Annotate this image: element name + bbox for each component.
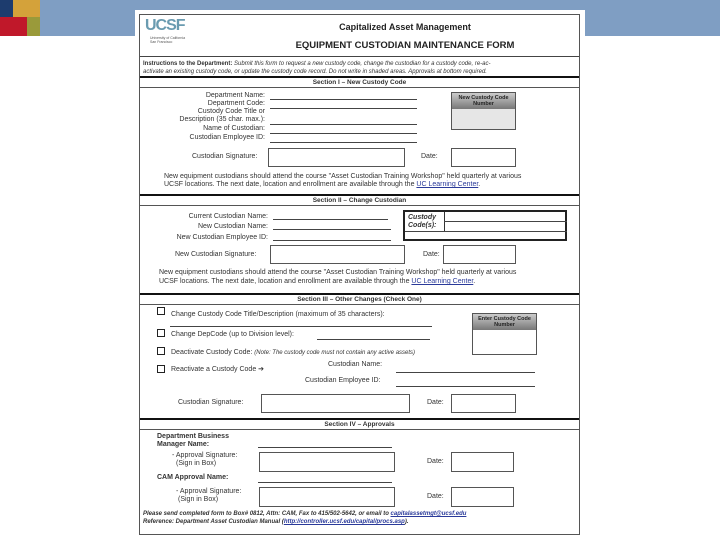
field-label: (Sign in Box): [176, 460, 217, 467]
date-box[interactable]: [451, 452, 514, 472]
footer-text: Reference: Department Asset Custodian Manual (: [143, 519, 284, 525]
training-note: New equipment custodians should attend the course "Asset Custodian Training Workshop" held quarterly at various: [159, 269, 517, 276]
uc-learning-center-link[interactable]: UC Learning Center: [416, 181, 479, 188]
deactivate-note: (Note: The custody code must not contain any active assets): [254, 350, 416, 356]
signature-label: New Custodian Signature:: [175, 251, 257, 258]
signature-label: Custodian Signature:: [178, 399, 244, 406]
logo-square-olive: [27, 17, 40, 36]
field-label: (Sign in Box): [178, 496, 219, 503]
box-header: New Custody Code Number: [452, 93, 515, 109]
form-title: Capitalized Asset Management: [339, 22, 471, 32]
footer-line: [143, 510, 466, 518]
footer-text: ).: [404, 519, 409, 525]
employee-id-field[interactable]: [396, 386, 535, 387]
date-box[interactable]: [443, 245, 516, 264]
option-label: Change Custody Code Title/Description (maximum of 35 characters):: [171, 311, 385, 318]
training-note: New equipment custodians should attend the course "Asset Custodian Training Workshop" held quarterly at various: [164, 173, 522, 180]
field-label: - Approval Signature:: [176, 488, 242, 495]
department-name-field[interactable]: [270, 99, 417, 100]
codes-label: Code(s):: [408, 222, 437, 229]
instructions: [143, 60, 491, 68]
codes-label: Custody: [408, 214, 436, 221]
enter-custody-code-box[interactable]: [472, 313, 537, 355]
field-label: Custodian Employee ID:: [189, 134, 265, 141]
field-label: CAM Approval Name:: [157, 474, 229, 481]
ucsf-logo: UCSF: [145, 17, 185, 34]
logo-square-red: [0, 17, 27, 36]
note-text: .: [473, 278, 476, 285]
footer-text: Please send completed form to Box# 0812, Attn: CAM, Fax to 415/502-5642, or email to: [143, 511, 391, 517]
signature-label: Custodian Signature:: [192, 153, 258, 160]
box-header: Enter Custody Code Number: [473, 314, 536, 330]
logo-subtitle: University of California: [150, 36, 186, 40]
field-label: Manager Name:: [157, 441, 210, 448]
date-label: Date:: [421, 153, 438, 160]
custodian-name-field[interactable]: [396, 372, 535, 373]
checkbox-deactivate[interactable]: [157, 347, 165, 355]
section-4-header: Section IV – Approvals: [140, 418, 579, 430]
logo-subtitle: San Francisco: [150, 40, 173, 44]
option-label: Change DepCode (up to Division level):: [171, 331, 294, 338]
date-box[interactable]: [451, 487, 514, 507]
logo-square-gold: [13, 0, 40, 17]
instructions-text: Submit this form to request a new custody code, change the custodian for a custody code, re-ac-: [234, 61, 491, 67]
field-label: Department Business: [157, 433, 229, 440]
option-text: Deactivate Custody Code:: [171, 349, 253, 356]
date-label: Date:: [427, 458, 444, 465]
new-custody-code-box: [451, 92, 516, 130]
new-custodian-signature-box[interactable]: [270, 245, 405, 264]
date-label: Date:: [423, 251, 440, 258]
field-label: Department Code:: [207, 100, 265, 107]
field-label: Department Name:: [205, 92, 265, 99]
date-box[interactable]: [451, 148, 516, 167]
new-custodian-field[interactable]: [273, 229, 391, 230]
custodian-name-field[interactable]: [270, 133, 417, 134]
field-label: Custodian Employee ID:: [305, 377, 381, 384]
field-label: Name of Custodian:: [203, 125, 265, 132]
field-label: - Approval Signature:: [172, 452, 238, 459]
instructions-text: activate an existing custody code, or update the custody code record. Do not write in shaded areas. Approvals at bottom required.: [143, 69, 487, 75]
note-text: UCSF locations. The next date, location and enrollment are available through the: [164, 181, 417, 188]
custodian-signature-box[interactable]: [261, 394, 410, 413]
manual-link[interactable]: http://controller.ucsf.edu/capital/procs.asp: [283, 519, 405, 525]
logo-square-navy: [0, 0, 13, 17]
note-text: UCSF locations. The next date, location and enrollment are available through the: [159, 278, 412, 285]
training-note: [164, 181, 480, 189]
description-field[interactable]: [270, 124, 417, 125]
field-label: New Custodian Employee ID:: [176, 234, 268, 241]
manager-signature-box[interactable]: [259, 452, 395, 472]
date-label: Date:: [427, 399, 444, 406]
uc-learning-center-link[interactable]: UC Learning Center: [411, 278, 474, 285]
date-box[interactable]: [451, 394, 516, 413]
cam-name-field[interactable]: [258, 482, 392, 483]
footer-line: [143, 518, 409, 526]
option-label: Reactivate a Custody Code ➔: [171, 366, 265, 373]
section-3-header: Section III – Other Changes (Check One): [140, 293, 579, 305]
custody-codes-box: [403, 210, 567, 241]
new-employee-id-field[interactable]: [273, 240, 391, 241]
field-label: Current Custodian Name:: [188, 213, 268, 220]
email-link[interactable]: capitalassetmgt@ucsf.edu: [390, 511, 467, 517]
cam-signature-box[interactable]: [259, 487, 395, 507]
form-subtitle: EQUIPMENT CUSTODIAN MAINTENANCE FORM: [295, 40, 515, 51]
date-label: Date:: [427, 493, 444, 500]
field-label: New Custodian Name:: [197, 223, 268, 230]
checkbox-change-title[interactable]: [157, 307, 165, 315]
current-custodian-field[interactable]: [273, 219, 388, 220]
section-1-header: Section I – New Custody Code: [140, 76, 579, 88]
field-label: Description (35 char. max.):: [179, 116, 265, 123]
depcode-field[interactable]: [317, 339, 430, 340]
title-description-field[interactable]: [170, 326, 432, 327]
checkbox-change-depcode[interactable]: [157, 329, 165, 337]
note-text: .: [478, 181, 481, 188]
option-label: [171, 349, 415, 357]
field-label: Custodian Name:: [328, 361, 383, 368]
field-label: Custody Code Title or: [197, 108, 265, 115]
instructions-label: Instructions to the Department:: [143, 61, 233, 67]
training-note: [159, 278, 475, 286]
manager-name-field[interactable]: [258, 447, 392, 448]
department-code-field[interactable]: [270, 108, 417, 109]
checkbox-reactivate[interactable]: [157, 365, 165, 373]
divider: [140, 56, 579, 57]
section-2-header: Section II – Change Custodian: [140, 194, 579, 206]
custodian-signature-box[interactable]: [268, 148, 405, 167]
employee-id-field[interactable]: [270, 142, 417, 143]
